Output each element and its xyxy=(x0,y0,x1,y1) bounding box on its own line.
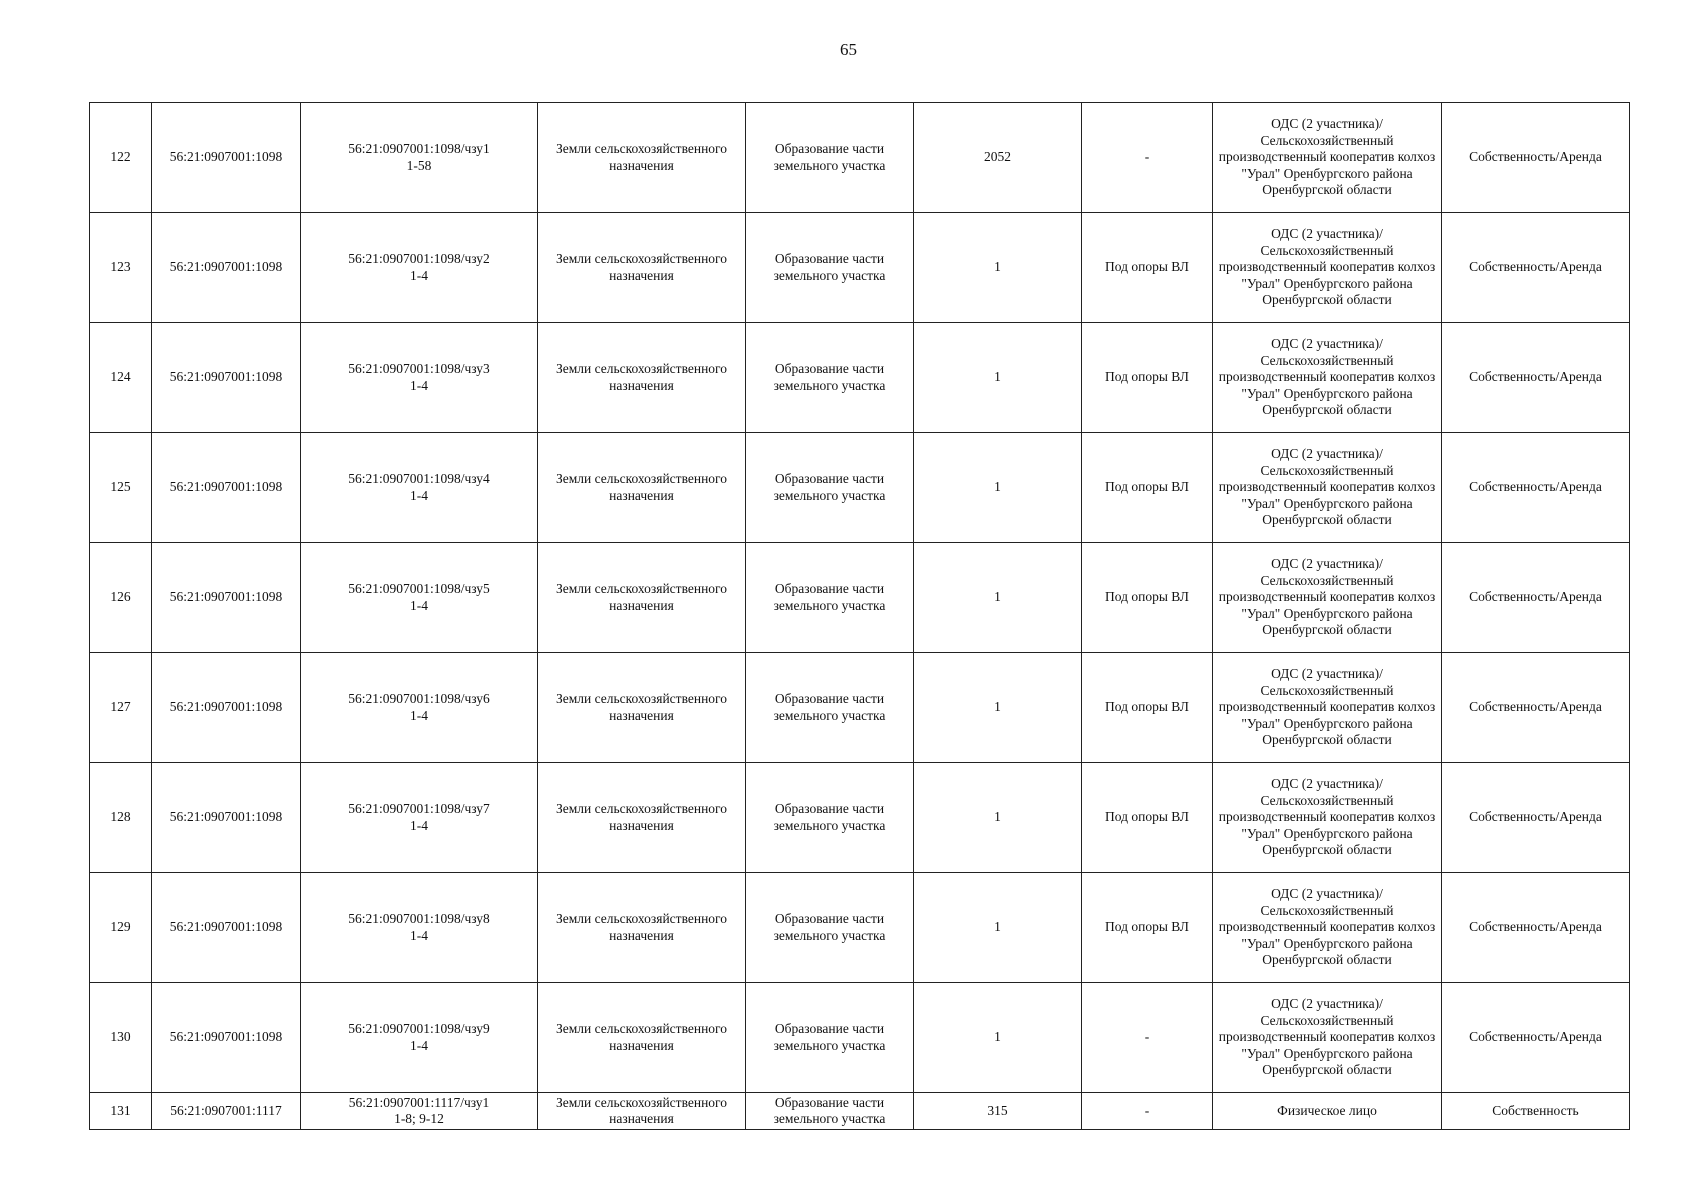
area-cell: 1 xyxy=(914,433,1082,543)
part-designation-cell xyxy=(301,543,538,653)
land-category-cell: Земли сельскохозяйственного назначения xyxy=(538,433,746,543)
area-cell: 1 xyxy=(914,983,1082,1093)
row-number-cell: 128 xyxy=(90,763,152,873)
action-cell: Образование части земельного участка xyxy=(746,653,914,763)
purpose-cell: Под опоры ВЛ xyxy=(1082,653,1213,763)
part-points: 1-4 xyxy=(410,707,428,723)
cadastral-number-cell: 56:21:0907001:1098 xyxy=(152,873,301,983)
action-cell: Образование части земельного участка xyxy=(746,873,914,983)
row-number-cell: 130 xyxy=(90,983,152,1093)
rights-holder-cell: Физическое лицо xyxy=(1213,1093,1442,1130)
cadastral-number-cell: 56:21:0907001:1098 xyxy=(152,983,301,1093)
action-cell: Образование части земельного участка xyxy=(746,323,914,433)
right-type-cell: Собственность/Аренда xyxy=(1442,213,1630,323)
page-number: 65 xyxy=(840,40,857,59)
area-cell: 1 xyxy=(914,763,1082,873)
purpose-cell: - xyxy=(1082,983,1213,1093)
part-points: 1-4 xyxy=(410,927,428,943)
part-points: 1-4 xyxy=(410,597,428,613)
cadastral-number-cell: 56:21:0907001:1117 xyxy=(152,1093,301,1130)
right-type-cell: Собственность/Аренда xyxy=(1442,323,1630,433)
table-row xyxy=(90,103,1630,213)
action-cell: Образование части земельного участка xyxy=(746,763,914,873)
table-row xyxy=(90,983,1630,1093)
part-id: 56:21:0907001:1098/чзу9 xyxy=(348,1021,490,1036)
cadastral-number-cell: 56:21:0907001:1098 xyxy=(152,543,301,653)
area-cell: 1 xyxy=(914,543,1082,653)
cadastral-number-cell: 56:21:0907001:1098 xyxy=(152,213,301,323)
land-category-cell: Земли сельскохозяйственного назначения xyxy=(538,1093,746,1130)
cadastral-number-cell: 56:21:0907001:1098 xyxy=(152,433,301,543)
row-number-cell: 126 xyxy=(90,543,152,653)
part-points: 1-4 xyxy=(410,1037,428,1053)
part-points: 1-8; 9-12 xyxy=(394,1111,444,1126)
right-type-cell: Собственность/Аренда xyxy=(1442,103,1630,213)
part-designation-cell xyxy=(301,873,538,983)
land-category-cell: Земли сельскохозяйственного назначения xyxy=(538,543,746,653)
right-type-cell: Собственность/Аренда xyxy=(1442,543,1630,653)
right-type-cell: Собственность/Аренда xyxy=(1442,873,1630,983)
action-cell: Образование части земельного участка xyxy=(746,213,914,323)
rights-holder-cell: ОДС (2 участника)/Сельскохозяйственный производственный кооператив колхоз "Урал" Оренбургского района Оренбургской области xyxy=(1213,323,1442,433)
land-category-cell: Земли сельскохозяйственного назначения xyxy=(538,873,746,983)
part-id: 56:21:0907001:1098/чзу2 xyxy=(348,251,490,266)
part-id: 56:21:0907001:1098/чзу6 xyxy=(348,691,490,706)
rights-holder-cell: ОДС (2 участника)/Сельскохозяйственный производственный кооператив колхоз "Урал" Оренбургского района Оренбургской области xyxy=(1213,983,1442,1093)
part-points: 1-4 xyxy=(410,267,428,283)
part-id: 56:21:0907001:1098/чзу1 xyxy=(348,141,490,156)
row-number-cell: 129 xyxy=(90,873,152,983)
action-cell: Образование части земельного участка xyxy=(746,983,914,1093)
part-id: 56:21:0907001:1098/чзу7 xyxy=(348,801,490,816)
right-type-cell: Собственность/Аренда xyxy=(1442,763,1630,873)
cadastral-number-cell: 56:21:0907001:1098 xyxy=(152,103,301,213)
rights-holder-cell: ОДС (2 участника)/Сельскохозяйственный производственный кооператив колхоз "Урал" Оренбургского района Оренбургской области xyxy=(1213,653,1442,763)
action-cell: Образование части земельного участка xyxy=(746,433,914,543)
area-cell: 1 xyxy=(914,213,1082,323)
rights-holder-cell: ОДС (2 участника)/Сельскохозяйственный производственный кооператив колхоз "Урал" Оренбургского района Оренбургской области xyxy=(1213,763,1442,873)
row-number-cell: 127 xyxy=(90,653,152,763)
purpose-cell: Под опоры ВЛ xyxy=(1082,763,1213,873)
part-designation-cell xyxy=(301,653,538,763)
cadastral-number-cell: 56:21:0907001:1098 xyxy=(152,763,301,873)
part-id: 56:21:0907001:1117/чзу1 xyxy=(348,1094,490,1110)
part-designation-cell xyxy=(301,1093,538,1130)
rights-holder-cell: ОДС (2 участника)/Сельскохозяйственный производственный кооператив колхоз "Урал" Оренбургского района Оренбургской области xyxy=(1213,543,1442,653)
purpose-cell: Под опоры ВЛ xyxy=(1082,433,1213,543)
part-points: 1-4 xyxy=(410,817,428,833)
rights-holder-cell: ОДС (2 участника)/Сельскохозяйственный производственный кооператив колхоз "Урал" Оренбургского района Оренбургской области xyxy=(1213,103,1442,213)
row-number-cell: 125 xyxy=(90,433,152,543)
part-designation-cell xyxy=(301,213,538,323)
right-type-cell: Собственность/Аренда xyxy=(1442,983,1630,1093)
cadastral-number-cell: 56:21:0907001:1098 xyxy=(152,653,301,763)
purpose-cell: Под опоры ВЛ xyxy=(1082,543,1213,653)
part-designation-cell xyxy=(301,433,538,543)
land-category-cell: Земли сельскохозяйственного назначения xyxy=(538,213,746,323)
right-type-cell: Собственность/Аренда xyxy=(1442,433,1630,543)
area-cell: 1 xyxy=(914,653,1082,763)
part-points: 1-4 xyxy=(410,487,428,503)
area-cell: 1 xyxy=(914,323,1082,433)
part-designation-cell xyxy=(301,323,538,433)
part-id: 56:21:0907001:1098/чзу8 xyxy=(348,911,490,926)
action-cell: Образование части земельного участка xyxy=(746,1093,914,1130)
part-designation-cell xyxy=(301,983,538,1093)
area-cell: 315 xyxy=(914,1093,1082,1130)
table-row xyxy=(90,763,1630,873)
purpose-cell: - xyxy=(1082,103,1213,213)
land-category-cell: Земли сельскохозяйственного назначения xyxy=(538,983,746,1093)
part-designation-cell xyxy=(301,763,538,873)
land-category-cell: Земли сельскохозяйственного назначения xyxy=(538,103,746,213)
table-row xyxy=(90,1093,1630,1130)
table-row xyxy=(90,213,1630,323)
land-category-cell: Земли сельскохозяйственного назначения xyxy=(538,763,746,873)
action-cell: Образование части земельного участка xyxy=(746,103,914,213)
part-id: 56:21:0907001:1098/чзу4 xyxy=(348,471,490,486)
rights-holder-cell: ОДС (2 участника)/Сельскохозяйственный производственный кооператив колхоз "Урал" Оренбургского района Оренбургской области xyxy=(1213,433,1442,543)
part-designation-cell xyxy=(301,103,538,213)
purpose-cell: Под опоры ВЛ xyxy=(1082,323,1213,433)
row-number-cell: 124 xyxy=(90,323,152,433)
land-category-cell: Земли сельскохозяйственного назначения xyxy=(538,323,746,433)
action-cell: Образование части земельного участка xyxy=(746,543,914,653)
table-row xyxy=(90,323,1630,433)
right-type-cell: Собственность/Аренда xyxy=(1442,653,1630,763)
rights-holder-cell: ОДС (2 участника)/Сельскохозяйственный производственный кооператив колхоз "Урал" Оренбургского района Оренбургской области xyxy=(1213,213,1442,323)
row-number-cell: 123 xyxy=(90,213,152,323)
area-cell: 2052 xyxy=(914,103,1082,213)
land-parcels-table xyxy=(89,102,1630,1130)
row-number-cell: 122 xyxy=(90,103,152,213)
table-row xyxy=(90,653,1630,763)
table-row xyxy=(90,543,1630,653)
table-row xyxy=(90,873,1630,983)
cadastral-number-cell: 56:21:0907001:1098 xyxy=(152,323,301,433)
table-row xyxy=(90,433,1630,543)
land-category-cell: Земли сельскохозяйственного назначения xyxy=(538,653,746,763)
part-points: 1-58 xyxy=(406,157,432,173)
part-id: 56:21:0907001:1098/чзу3 xyxy=(348,361,490,376)
purpose-cell: Под опоры ВЛ xyxy=(1082,873,1213,983)
row-number-cell: 131 xyxy=(90,1093,152,1130)
part-points: 1-4 xyxy=(410,377,428,393)
rights-holder-cell: ОДС (2 участника)/Сельскохозяйственный производственный кооператив колхоз "Урал" Оренбургского района Оренбургской области xyxy=(1213,873,1442,983)
right-type-cell: Собственность xyxy=(1442,1093,1630,1130)
purpose-cell: - xyxy=(1082,1093,1213,1130)
area-cell: 1 xyxy=(914,873,1082,983)
purpose-cell: Под опоры ВЛ xyxy=(1082,213,1213,323)
part-id: 56:21:0907001:1098/чзу5 xyxy=(348,581,490,596)
